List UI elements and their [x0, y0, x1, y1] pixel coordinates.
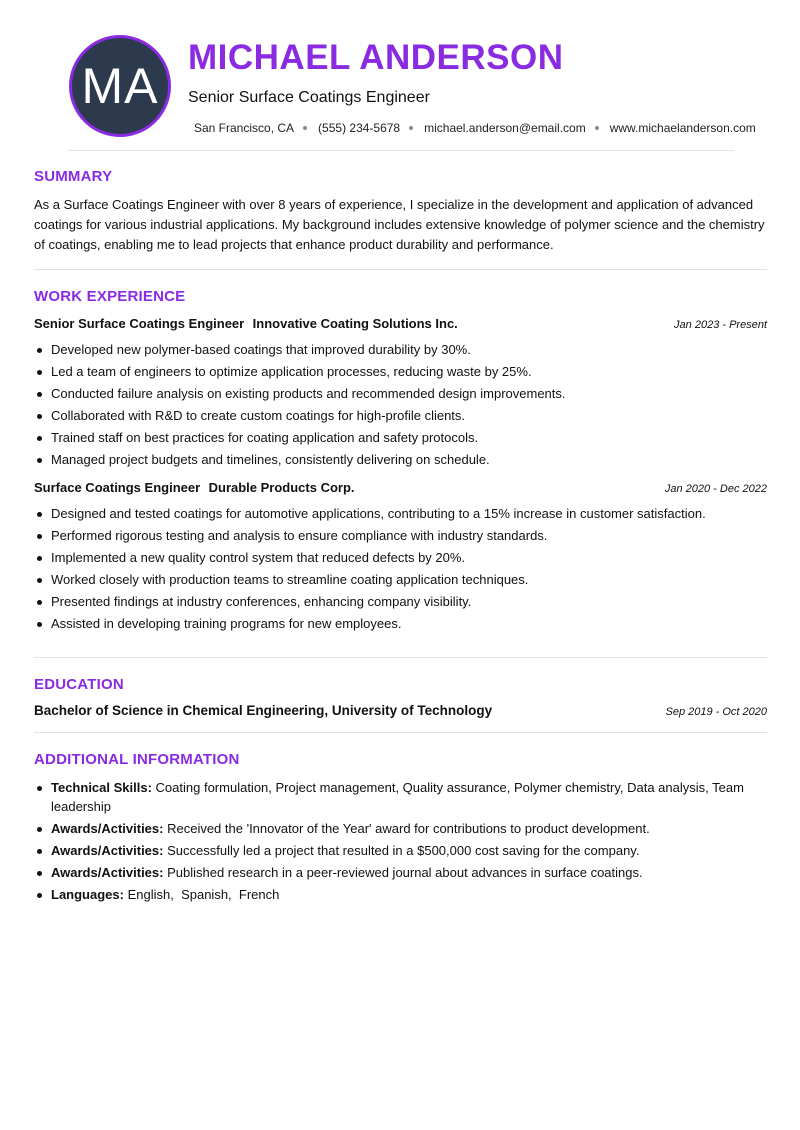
education-dates: Sep 2019 - Oct 2020: [665, 706, 767, 718]
experience-section: [34, 270, 767, 657]
job-dates: Jan 2020 - Dec 2022: [664, 483, 767, 495]
candidate-title: Senior Surface Coatings Engineer: [188, 89, 430, 106]
info-label: Awards/Activities:: [51, 865, 164, 880]
contact-phone: (555) 234-5678: [318, 121, 401, 135]
list-item: Assisted in developing training programs for new employees.: [51, 613, 767, 635]
info-label: Awards/Activities:: [51, 843, 164, 858]
list-item: Designed and tested coatings for automotive applications, contributing to a 15% increase in customer satisfaction.: [51, 503, 767, 525]
list-item: [51, 885, 767, 904]
job-role: Surface Coatings Engineer: [34, 480, 201, 495]
contact-website[interactable]: www.michaelanderson.com: [609, 121, 756, 135]
avatar-initials: MA: [81, 58, 159, 114]
list-item: Conducted failure analysis on existing products and recommended design improvements.: [51, 383, 767, 405]
contact-location: San Francisco, CA: [194, 121, 295, 135]
list-item: Performed rigorous testing and analysis to ensure compliance with industry standards.: [51, 525, 767, 547]
list-item: Managed project budgets and timelines, consistently delivering on schedule.: [51, 449, 767, 471]
list-item: Worked closely with production teams to streamline coating application techniques.: [51, 569, 767, 591]
job-role: Senior Surface Coatings Engineer: [34, 316, 245, 331]
additional-heading: ADDITIONAL INFORMATION: [34, 751, 240, 768]
education-heading: EDUCATION: [34, 676, 124, 693]
list-item: Implemented a new quality control system that reduced defects by 20%.: [51, 547, 767, 569]
list-item: [51, 841, 767, 860]
job-header: [34, 315, 767, 333]
education-section: [34, 658, 767, 732]
experience-heading: WORK EXPERIENCE: [34, 288, 186, 305]
job-header: [34, 479, 767, 497]
avatar: [69, 35, 171, 137]
job-entry: [34, 479, 767, 635]
separator-dot-icon: [595, 126, 599, 130]
list-item: Collaborated with R&D to create custom coatings for high-profile clients.: [51, 405, 767, 427]
list-item: [51, 778, 767, 816]
list-item: Led a team of engineers to optimize application processes, reducing waste by 25%.: [51, 361, 767, 383]
job-dates: Jan 2023 - Present: [674, 319, 767, 331]
separator-dot-icon: [409, 126, 413, 130]
job-bullets: [34, 339, 767, 471]
summary-section: [34, 150, 767, 269]
education-entry: [34, 703, 767, 718]
list-item: Presented findings at industry conferences, enhancing company visibility.: [51, 591, 767, 613]
list-item: [51, 863, 767, 882]
summary-heading: SUMMARY: [34, 168, 113, 185]
contact-email[interactable]: michael.anderson@email.com: [424, 121, 586, 135]
info-label: Languages:: [51, 887, 124, 902]
info-label: Awards/Activities:: [51, 821, 164, 836]
info-text: Published research in a peer-reviewed journal about advances in surface coatings.: [167, 865, 643, 880]
list-item: [51, 819, 767, 838]
education-degree: Bachelor of Science in Chemical Engineering, University of Technology: [34, 703, 493, 718]
list-item: Developed new polymer-based coatings that improved durability by 30%.: [51, 339, 767, 361]
job-company: Innovative Coating Solutions Inc.: [252, 316, 458, 331]
info-label: Technical Skills:: [51, 780, 152, 795]
summary-text: As a Surface Coatings Engineer with over 8 years of experience, I specialize in the development and application of advanced coatings for various industrial applications. My background includes extensive knowledge of polymer science and the chemistry of coatings, enabling me to lead projects that enhance product durability and performance.: [34, 197, 765, 252]
job-entry: [34, 315, 767, 471]
info-text: English, Spanish, French: [127, 887, 280, 902]
contact-info: [194, 120, 756, 136]
info-text: Successfully led a project that resulted in a $500,000 cost saving for the company.: [167, 843, 640, 858]
job-bullets: [34, 503, 767, 635]
additional-list: [34, 778, 767, 904]
header-divider: [68, 150, 734, 151]
list-item: Trained staff on best practices for coating application and safety protocols.: [51, 427, 767, 449]
additional-section: [34, 733, 767, 921]
job-company: Durable Products Corp.: [208, 480, 355, 495]
resume-header: [34, 0, 767, 150]
separator-dot-icon: [303, 126, 307, 130]
candidate-name: MICHAEL ANDERSON: [188, 38, 564, 77]
info-text: Received the 'Innovator of the Year' award for contributions to product development.: [167, 821, 650, 836]
info-text: Coating formulation, Project management, Quality assurance, Polymer chemistry, Data analysis, Team leadership: [51, 780, 744, 814]
